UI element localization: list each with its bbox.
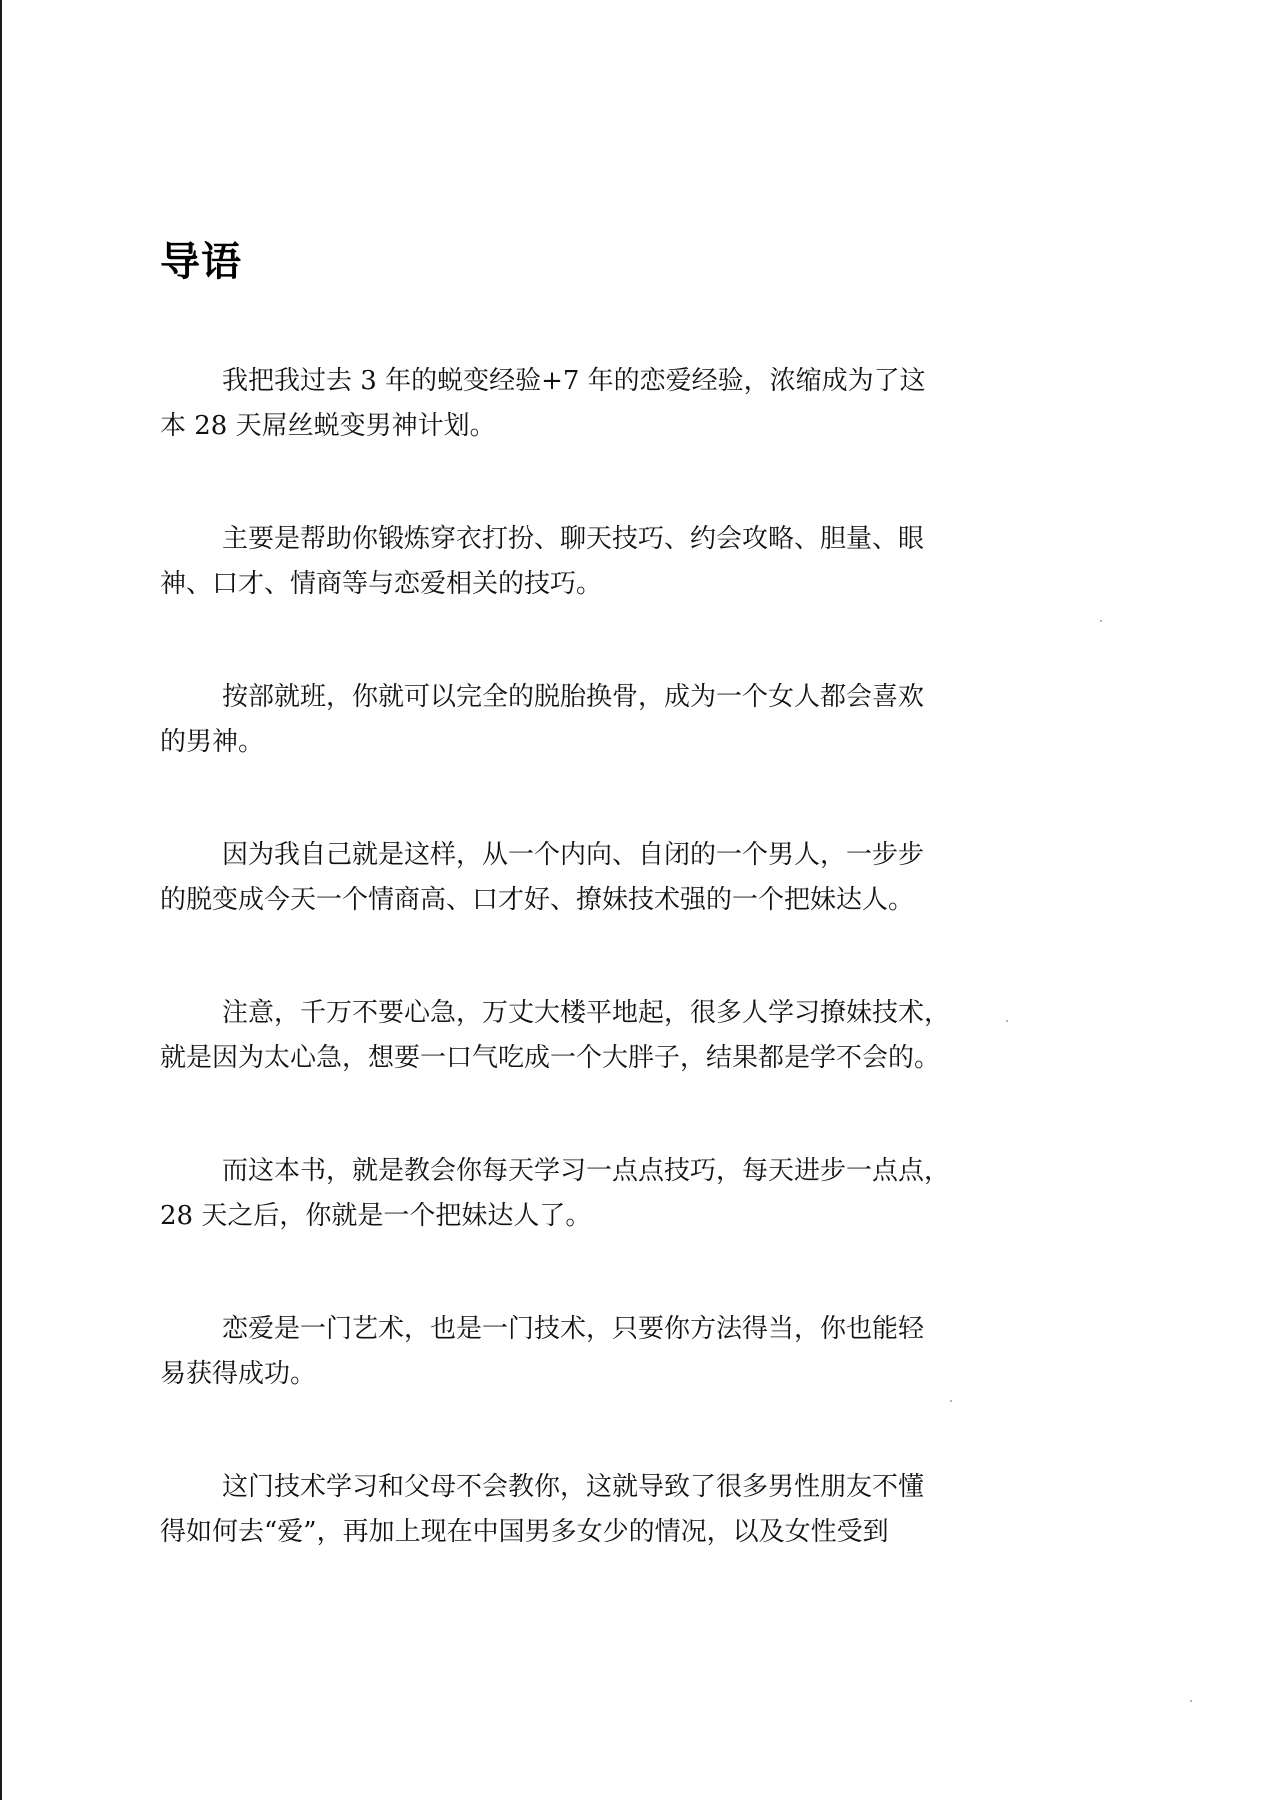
paragraph <box>160 1307 1022 1397</box>
paragraph-line: 神、口才、情商等与恋爱相关的技巧。 <box>160 569 603 599</box>
scan-speck <box>950 1400 952 1402</box>
paragraph <box>160 675 1022 765</box>
paragraph-line: 按部就班，你就可以完全的脱胎换骨，成为一个女人都会喜欢 <box>222 682 925 712</box>
scan-border-line <box>0 0 2 1800</box>
scan-speck <box>1190 1700 1192 1702</box>
paragraph-line: 28 天之后，你就是一个把妹达人了。 <box>160 1201 592 1231</box>
paragraph-line: 注意，千万不要心急，万丈大楼平地起，很多人学习撩妹技术， <box>222 998 951 1028</box>
paragraph-line: 的男神。 <box>160 727 265 757</box>
paragraph <box>160 517 1022 607</box>
paragraph-line: 得如何去“爱”，再加上现在中国男多女少的情况，以及女性受到 <box>160 1517 889 1547</box>
paragraph <box>160 359 1022 449</box>
paragraph <box>160 1149 1022 1239</box>
scan-speck <box>1100 620 1102 622</box>
paragraph-line: 恋爱是一门艺术，也是一门技术，只要你方法得当，你也能轻 <box>222 1314 925 1344</box>
paragraph-line: 这门技术学习和父母不会教你，这就导致了很多男性朋友不懂 <box>222 1472 925 1502</box>
paragraph-line: 主要是帮助你锻炼穿衣打扮、聊天技巧、约会攻略、胆量、眼 <box>222 524 925 554</box>
page-title: 导语 <box>160 239 242 285</box>
paragraph <box>160 991 1022 1081</box>
paragraph-line: 因为我自己就是这样，从一个内向、自闭的一个男人，一步步 <box>222 840 925 870</box>
paragraph-line: 我把我过去 3 年的蜕变经验+7 年的恋爱经验，浓缩成为了这 <box>222 366 926 396</box>
paragraph-line: 而这本书，就是教会你每天学习一点点技巧，每天进步一点点， <box>222 1156 951 1186</box>
paragraph-line: 本 28 天屌丝蜕变男神计划。 <box>160 411 496 441</box>
paragraph-line: 的脱变成今天一个情商高、口才好、撩妹技术强的一个把妹达人。 <box>160 885 915 915</box>
paragraph-line: 就是因为太心急，想要一口气吃成一个大胖子，结果都是学不会的。 <box>160 1043 941 1073</box>
paragraph <box>160 833 1022 923</box>
paragraph-line: 易获得成功。 <box>160 1359 317 1389</box>
paragraph <box>160 1465 1022 1555</box>
